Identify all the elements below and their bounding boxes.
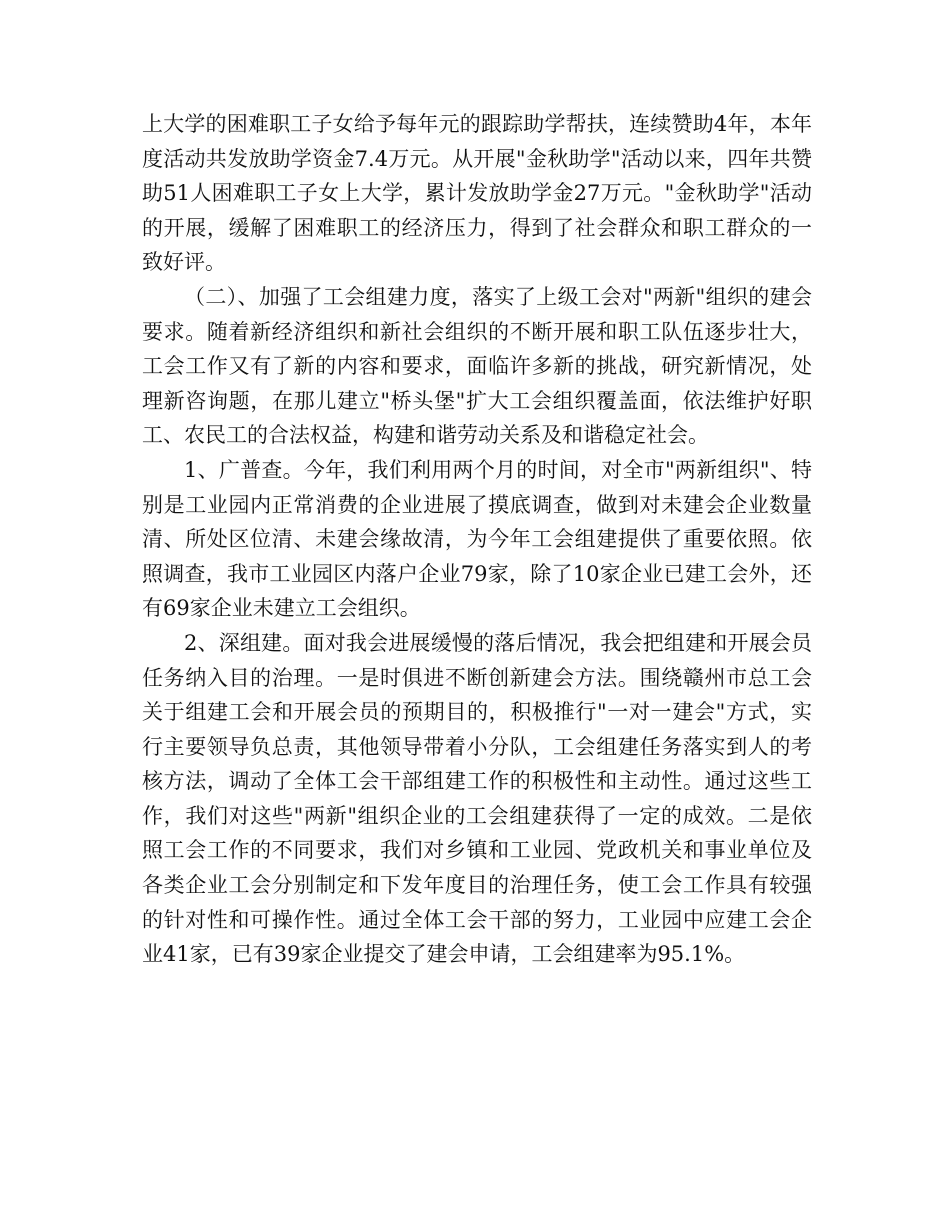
paragraph-item-one: 1、广普查。今年，我们利用两个月的时间，对全市"两新组织"、特别是工业园内正常消费的企业进展了摸底调查，做到对未建会企业数量清、所处区位清、未建会缘故清，为今年工会组建提供了重要依照。依照调查，我市工业园区内落户企业79家，除了10家企业已建工会外，还有69家企业未建立工会组织。 xyxy=(142,457,812,621)
paragraph-section-two: （二）、加强了工会组建力度，落实了上级工会对"两新"组织的建会要求。随着新经济组织和新社会组织的不断开展和职工队伍逐步壮大，工会工作又有了新的内容和要求，面临许多新的挑战，研究新情况，处理新咨询题，在那儿建立"桥头堡"扩大工会组织覆盖面，依法维护好职工、农民工的合法权益，构建和谐劳动关系及和谐稳定社会。 xyxy=(142,284,812,448)
document-body xyxy=(142,107,812,972)
paragraph-item-two: 2、深组建。面对我会进展缓慢的落后情况，我会把组建和开展会员任务纳入目的治理。一是时俱进不断创新建会方法。围绕赣州市总工会关于组建工会和开展会员的预期目的，积极推行"一对一建会"方式，实行主要领导负总责，其他领导带着小分队，工会组建任务落实到人的考核方法，调动了全体工会干部组建工作的积极性和主动性。通过这些工作，我们对这些"两新"组织企业的工会组建获得了一定的成效。二是依照工会工作的不同要求，我们对乡镇和工业园、党政机关和事业单位及各类企业工会分别制定和下发年度目的治理任务，使工会工作具有较强的针对性和可操作性。通过全体工会干部的努力，工业园中应建工会企业41家，已有39家企业提交了建会申请，工会组建率为95.1%。 xyxy=(142,630,812,967)
paragraph-continuation: 上大学的困难职工子女给予每年元的跟踪助学帮扶，连续赞助4年，本年度活动共发放助学资金7.4万元。从开展"金秋助学"活动以来，四年共赞助51人困难职工子女上大学，累计发放助学金27万元。"金秋助学"活动的开展，缓解了困难职工的经济压力，得到了社会群众和职工群众的一致好评。 xyxy=(142,112,812,275)
